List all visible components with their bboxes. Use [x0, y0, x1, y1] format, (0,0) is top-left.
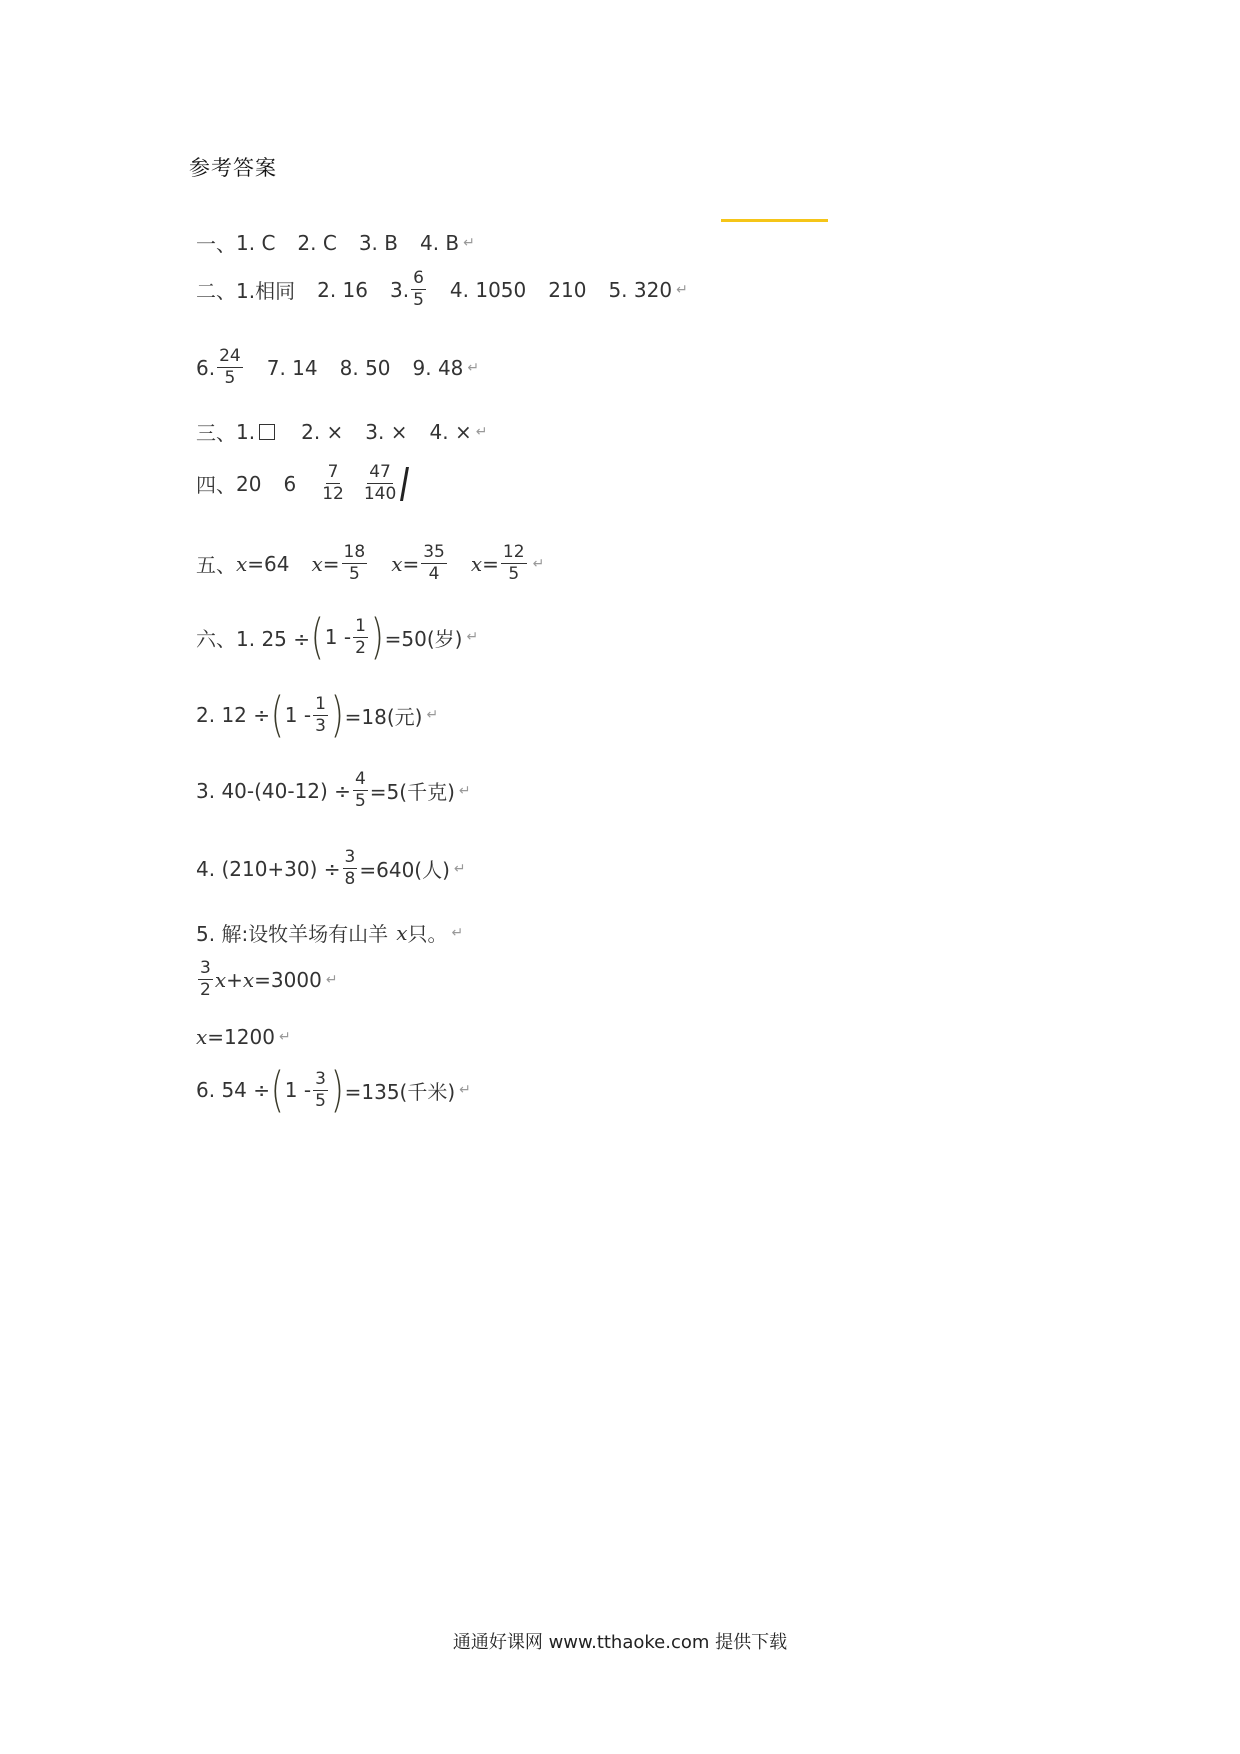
denominator: 3 [315, 715, 326, 736]
answer-section-3 [196, 417, 487, 446]
answer-section-5 [196, 544, 544, 583]
expression-part: 1 - [284, 1078, 312, 1102]
answer-item: 4. B [419, 230, 460, 255]
equation-solution [196, 1025, 291, 1049]
answer-item: 2. 16 [317, 277, 368, 302]
answer-item: 3. B [358, 230, 398, 255]
expression-part: 1 - [284, 703, 312, 727]
answer-item: 3. [389, 277, 410, 302]
fraction [343, 849, 358, 888]
numerator: 47 [369, 462, 391, 482]
section-prefix: 四、 [196, 473, 236, 497]
return-mark-icon: ↵ [426, 707, 439, 723]
highlight-bar [721, 219, 828, 222]
fraction [421, 544, 447, 583]
fraction [313, 693, 328, 736]
variable-x: x [242, 967, 255, 992]
denominator: 5 [508, 564, 520, 584]
answer-6-1 [196, 609, 479, 665]
section-prefix: 二、 [196, 279, 236, 303]
equals-sign: = [322, 551, 340, 576]
left-paren-icon: ( [270, 687, 284, 743]
denominator: 2 [200, 980, 211, 1000]
return-mark-icon: ↵ [458, 782, 471, 799]
denominator: 2 [355, 637, 366, 658]
numerator: 12 [502, 542, 525, 562]
return-mark-icon: ↵ [463, 234, 475, 251]
expression-prefix: 六、1. 25 ÷ [196, 626, 311, 651]
answer-section-1 [196, 228, 475, 257]
fraction [501, 544, 527, 583]
empty-box-icon [259, 424, 275, 440]
denominator: 5 [413, 290, 424, 310]
variable-x: x [470, 551, 483, 576]
answer-item: 1. C [236, 230, 276, 255]
answer-item: 8. 50 [339, 355, 391, 380]
expression-prefix: 3. 40-(40-12) ÷ [196, 778, 351, 803]
return-mark-icon: ↵ [451, 924, 464, 941]
equals-sign: = [402, 551, 420, 576]
numerator: 35 [423, 542, 445, 562]
section-prefix: 五、 [196, 553, 236, 577]
solution-text: 5. 解:设牧羊场有山羊 [196, 922, 389, 946]
numerator: 3 [315, 1068, 326, 1089]
numerator: 4 [354, 769, 366, 789]
denominator: 5 [315, 1090, 326, 1111]
return-mark-icon: ↵ [532, 555, 545, 572]
answer-item: 1. [236, 419, 256, 444]
answer-6-6 [196, 1062, 471, 1118]
return-mark-icon: ↵ [325, 971, 338, 988]
answer-item: 7. 14 [266, 355, 318, 380]
answer-6-2 [196, 687, 439, 743]
fraction [342, 544, 368, 583]
fraction [217, 348, 243, 387]
equation-value: =1200 [207, 1025, 275, 1049]
equation-value: =64 [247, 551, 290, 576]
numerator: 3 [344, 847, 356, 867]
denominator: 5 [348, 564, 360, 584]
answer-item: 210 [548, 277, 587, 302]
denominator: 8 [344, 869, 356, 889]
answer-section-2a [196, 270, 688, 309]
right-paren-icon: ) [330, 1062, 344, 1118]
numerator: 7 [327, 462, 339, 482]
answer-item: 5. 320 [608, 277, 673, 302]
fraction [353, 771, 368, 810]
answer-item: 6 [283, 471, 297, 496]
return-mark-icon: ↵ [676, 281, 688, 298]
expression-prefix: 6. 54 ÷ [196, 1078, 271, 1102]
answer-item: 9. 48 [412, 355, 464, 380]
equation-line [196, 960, 338, 999]
left-paren-icon: ( [270, 1062, 284, 1118]
variable-x: x [396, 920, 408, 945]
answer-6-4 [196, 849, 466, 888]
fraction [411, 270, 426, 309]
equation-value: =3000 [254, 967, 322, 992]
answer-item: 2. C [297, 230, 337, 255]
page-title: 参考答案 [189, 156, 277, 180]
slash-mark-icon [400, 467, 409, 501]
variable-x: x [196, 1025, 208, 1049]
plus-sign: + [226, 967, 243, 992]
denominator: 5 [224, 368, 236, 388]
expression-result: =50(岁) [384, 626, 463, 651]
numerator: 18 [343, 542, 366, 562]
return-mark-icon: ↵ [467, 359, 480, 376]
solution-text-end: 只。 [407, 922, 448, 946]
answer-item: 4. × [429, 419, 472, 444]
answer-section-2b [196, 348, 479, 387]
expression-prefix: 2. 12 ÷ [196, 703, 271, 727]
return-mark-icon: ↵ [278, 1029, 291, 1045]
left-paren-icon: ( [310, 609, 324, 665]
fraction [362, 464, 398, 503]
expression-result: =640(人) [359, 858, 450, 882]
return-mark-icon: ↵ [475, 423, 488, 440]
denominator: 12 [322, 484, 344, 504]
section-prefix: 一、 [196, 232, 236, 256]
variable-x: x [311, 551, 323, 576]
fraction [313, 1068, 328, 1111]
return-mark-icon: ↵ [459, 1082, 471, 1098]
numerator: 6 [413, 268, 424, 288]
answer-item: 4. 1050 [449, 277, 527, 302]
fraction [198, 960, 213, 999]
numerator: 1 [355, 615, 366, 636]
fraction [353, 615, 368, 658]
fraction [320, 464, 346, 503]
numerator: 24 [219, 346, 241, 366]
numerator: 1 [315, 693, 326, 714]
answer-6-3 [196, 771, 471, 810]
denominator: 5 [354, 791, 366, 811]
right-paren-icon: ) [330, 687, 344, 743]
numerator: 3 [200, 958, 211, 978]
denominator: 140 [363, 484, 397, 504]
expression-result: =18(元) [344, 704, 423, 729]
section-prefix: 三、 [196, 421, 236, 445]
expression-result: =5(千克) [369, 780, 455, 804]
expression-part: 1 - [324, 625, 352, 649]
equals-sign: = [482, 551, 499, 576]
answer-item: 3. × [365, 419, 408, 444]
return-mark-icon: ↵ [453, 860, 466, 877]
answer-section-4 [196, 464, 406, 503]
variable-x: x [214, 967, 227, 992]
answer-item: 6. [196, 355, 216, 380]
variable-x: x [236, 551, 248, 576]
answer-item: 20 [236, 471, 262, 496]
denominator: 4 [428, 564, 440, 584]
footer-credit: 通通好课网 www.tthaoke.com 提供下载 [452, 1632, 788, 1653]
expression-result: =135(千米) [344, 1079, 456, 1104]
answer-6-5 [196, 918, 463, 947]
answer-item: 2. × [301, 419, 344, 444]
answer-item: 1.相同 [236, 279, 296, 303]
right-paren-icon: ) [370, 609, 384, 665]
variable-x: x [391, 551, 403, 576]
return-mark-icon: ↵ [466, 629, 479, 645]
expression-prefix: 4. (210+30) ÷ [196, 856, 341, 881]
